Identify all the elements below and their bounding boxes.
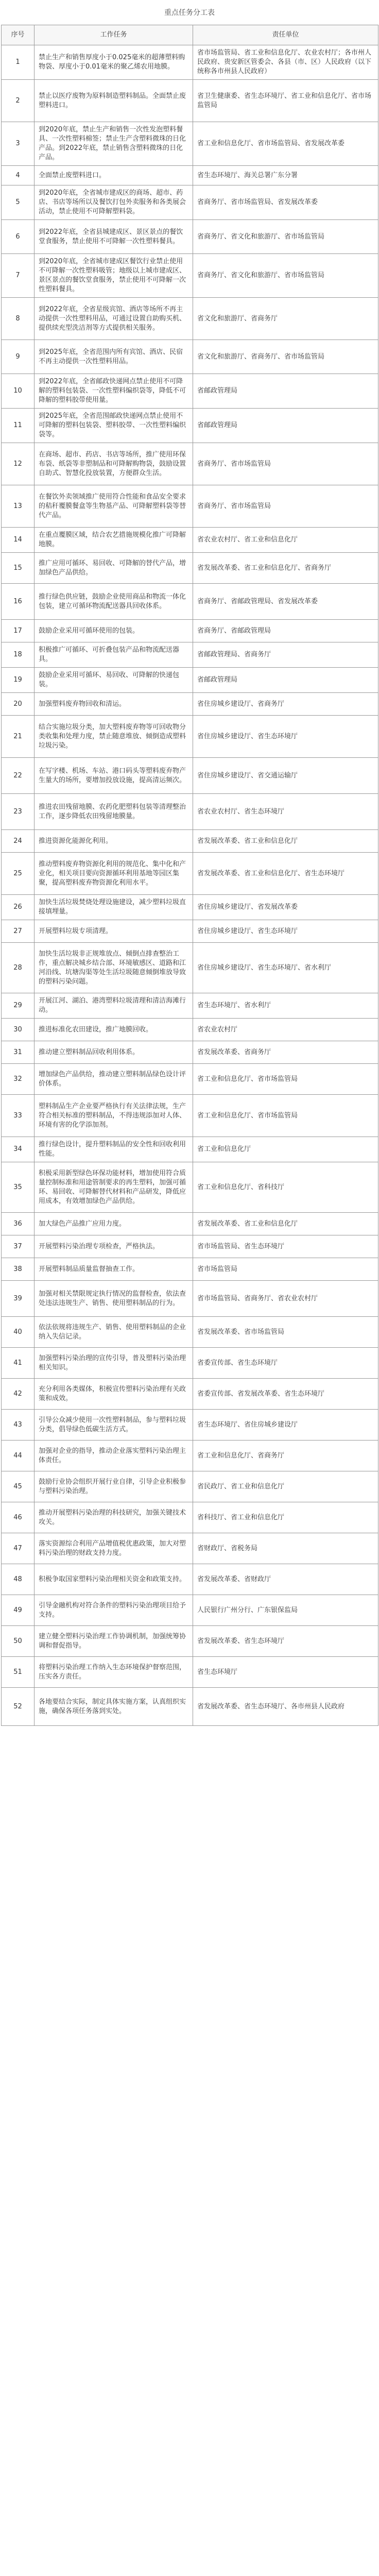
row-dept: 省工业和信息化厅、省市场监管局	[193, 1064, 378, 1095]
row-number: 27	[2, 920, 35, 943]
row-dept: 省住房城乡建设厅、省生态环境厅	[193, 920, 378, 943]
row-dept: 省商务厅、省邮政管理局	[193, 620, 378, 642]
row-dept: 省工业和信息化厅、省科技厅	[193, 1162, 378, 1213]
row-dept: 省商务厅、省文化和旅游厅、省市场监管局	[193, 220, 378, 254]
row-task: 推进农田残留地膜、农药化肥塑料包装等清理整治工作，逐步降低农田残留地膜量。	[35, 794, 193, 830]
row-task: 推进标准化农田建设，推广地膜回收。	[35, 1019, 193, 1041]
row-dept: 省发展改革委、省生态环境厅、各市州县人民政府	[193, 1688, 378, 1726]
row-dept: 省工业和信息化厅	[193, 1137, 378, 1162]
row-task: 推动开展塑料污染治理的科技研究，加强关键技术攻关。	[35, 1502, 193, 1533]
row-number: 32	[2, 1064, 35, 1095]
row-task: 积极推广可循环、可折叠包装产品和物流配送器具。	[35, 642, 193, 668]
row-dept: 省发展改革委、省工业和信息化厅、省商务厅	[193, 553, 378, 584]
row-task: 开展江河、湖泊、港湾塑料垃圾清理和清洁海滩行动。	[35, 993, 193, 1019]
row-number: 42	[2, 1379, 35, 1410]
table-row	[2, 1258, 378, 1281]
row-dept: 省商务厅、省市场监管局、省发展改革委	[193, 185, 378, 220]
table-row	[2, 943, 378, 993]
row-task: 到2022年底，全省星级宾馆、酒店等场所不再主动提供一次性塑料用品，可通过设置自助购买机、提供续充型洗洁剂等方式提供相关服务。	[35, 298, 193, 340]
row-dept: 省委宣传部、省生态环境厅	[193, 1348, 378, 1379]
row-task: 依法依规将违规生产、销售、使用塑料制品的企业纳入失信记录。	[35, 1317, 193, 1348]
table-row	[2, 443, 378, 485]
row-task: 加强对企业的指导，推动企业落实塑料污染治理主体责任。	[35, 1440, 193, 1471]
row-task: 鼓励行业协会组织开展行业自律，引导企业积极参与塑料污染治理。	[35, 1471, 193, 1502]
table-row	[2, 340, 378, 374]
row-task: 到2025年底，全省范围内所有宾馆、酒店、民宿不再主动提供一次性塑料用品。	[35, 340, 193, 374]
row-task: 将塑料污染治理工作纳入生态环境保护督察范围，压实各方责任。	[35, 1657, 193, 1688]
row-dept: 省商务厅、省市场监管局	[193, 443, 378, 485]
row-number: 47	[2, 1533, 35, 1564]
row-task: 加快生活垃圾非正规堆放点、倾倒点排查整治工作，重点解决城乡结合部、环境敏感区、道路和江河沿线、坑塘沟渠等处生活垃圾随意倾倒堆放导致的塑料污染问题。	[35, 943, 193, 993]
row-number: 50	[2, 1626, 35, 1657]
row-task: 鼓励企业采用可循环、易回收、可降解的快递包装。	[35, 668, 193, 693]
table-row	[2, 553, 378, 584]
table-row	[2, 716, 378, 758]
table-row	[2, 620, 378, 642]
row-dept: 省住房城乡建设厅、省生态环境厅	[193, 716, 378, 758]
row-number: 19	[2, 668, 35, 693]
row-dept: 省文化和旅游厅、省商务厅	[193, 298, 378, 340]
table-row	[2, 528, 378, 553]
row-task: 到2020年底，全省城市建成区的商场、超市、药店、书店等场所以及餐饮打包外卖服务和各类展会活动，禁止使用不可降解塑料袋。	[35, 185, 193, 220]
row-task: 充分利用各类媒体，积极宣传塑料污染治理有关政策和成效。	[35, 1379, 193, 1410]
table-row	[2, 374, 378, 409]
row-dept: 省农业农村厅、省工业和信息化厅	[193, 528, 378, 553]
row-task: 开展塑料污染治理专项检查，严格执法。	[35, 1235, 193, 1258]
row-number: 52	[2, 1688, 35, 1726]
table-row	[2, 668, 378, 693]
table-row	[2, 642, 378, 668]
row-number: 28	[2, 943, 35, 993]
table-row	[2, 1564, 378, 1595]
row-dept: 省商务厅、省邮政管理局、省发展改革委	[193, 584, 378, 620]
row-number: 2	[2, 80, 35, 122]
table-header	[2, 25, 378, 45]
table-row	[2, 1095, 378, 1137]
row-dept: 省工业和信息化厅、省商务厅	[193, 1440, 378, 1471]
table-row	[2, 1064, 378, 1095]
table-row	[2, 1626, 378, 1657]
row-dept: 省市场监管局、省商务厅、省农业农村厅	[193, 1281, 378, 1317]
table-row	[2, 1213, 378, 1235]
row-number: 24	[2, 830, 35, 853]
row-number: 37	[2, 1235, 35, 1258]
row-task: 塑料制品生产企业要严格执行有关法律法规，生产符合相关标准的塑料制品，不得违规添加对人体、环境有害的化学添加剂。	[35, 1095, 193, 1137]
row-task: 引导金融机构对符合条件的塑料污染治理项目给予支持。	[35, 1595, 193, 1626]
row-dept: 省科技厅、省工业和信息化厅	[193, 1502, 378, 1533]
table-row	[2, 80, 378, 122]
table-row	[2, 220, 378, 254]
row-number: 26	[2, 895, 35, 920]
row-task: 禁止生产和销售厚度小于0.025毫米的超薄塑料购物袋、厚度小于0.01毫米的聚乙烯农用地膜。	[35, 45, 193, 80]
row-task: 各地要结合实际，制定具体实施方案，认真组织实施，确保各项任务落到实处。	[35, 1688, 193, 1726]
table-row	[2, 1471, 378, 1502]
row-task: 引导公众减少使用一次性塑料制品，参与塑料垃圾分类，倡导绿色低碳生活方式。	[35, 1410, 193, 1440]
row-task: 推行绿色设计，提升塑料制品的安全性和回收利用性能。	[35, 1137, 193, 1162]
table-row	[2, 794, 378, 830]
row-dept: 省邮政管理局	[193, 409, 378, 443]
row-dept: 省卫生健康委、省生态环境厅、省工业和信息化厅、省市场监管局	[193, 80, 378, 122]
row-number: 18	[2, 642, 35, 668]
header-task: 工作任务	[35, 25, 193, 45]
row-task: 建立健全塑料污染治理工作协调机制，加强统筹协调和督促指导。	[35, 1626, 193, 1657]
table-row	[2, 758, 378, 794]
table-row	[2, 298, 378, 340]
row-dept: 省住房城乡建设厅、省交通运输厅	[193, 758, 378, 794]
row-task: 加强对相关禁限规定执行情况的监督检查，依法查处违法违规生产、销售、使用塑料制品的行为。	[35, 1281, 193, 1317]
table-row	[2, 993, 378, 1019]
row-task: 积极采用新型绿色环保功能材料，增加使用符合质量控制标准和用途管制要求的再生塑料，加强可循环、易回收、可降解替代材料和产品研发，降低应用成本，有效增加绿色产品供给。	[35, 1162, 193, 1213]
row-task: 在重点覆膜区域，结合农艺措施规模化推广可降解地膜。	[35, 528, 193, 553]
table-row	[2, 1041, 378, 1064]
table-row	[2, 584, 378, 620]
row-number: 17	[2, 620, 35, 642]
row-number: 43	[2, 1410, 35, 1440]
row-task: 到2025年底，全省范围邮政快递网点禁止使用不可降解的塑料包装袋、塑料胶带、一次性塑料编织袋等。	[35, 409, 193, 443]
row-dept: 省财政厅、省税务局	[193, 1533, 378, 1564]
table-row	[2, 1317, 378, 1348]
row-number: 33	[2, 1095, 35, 1137]
row-dept: 省发展改革委、省工业和信息化厅	[193, 1213, 378, 1235]
row-number: 12	[2, 443, 35, 485]
row-number: 30	[2, 1019, 35, 1041]
row-task: 推动塑料废弃物资源化利用的规范化、集中化和产业化，相关项目要向资源循环利用基地等园区集聚，提高塑料废弃物资源化利用水平。	[35, 853, 193, 895]
row-dept: 省生态环境厅、省住房城乡建设厅	[193, 1410, 378, 1440]
row-task: 加强塑料废弃物回收和清运。	[35, 693, 193, 716]
row-dept: 省市场监管局、省工业和信息化厅、农业农村厅；各市州人民政府、贵安新区管委会、各县（市、区）人民政府（以下统称各市州县人民政府）	[193, 45, 378, 80]
table-row	[2, 45, 378, 80]
row-number: 45	[2, 1471, 35, 1502]
row-dept: 省工业和信息化厅、省市场监管局	[193, 1095, 378, 1137]
table-row	[2, 409, 378, 443]
row-number: 29	[2, 993, 35, 1019]
row-number: 41	[2, 1348, 35, 1379]
table-header-row	[2, 25, 378, 45]
row-task: 开展塑料垃圾专项清理。	[35, 920, 193, 943]
row-number: 11	[2, 409, 35, 443]
row-dept: 省发展改革委、省商务厅	[193, 1041, 378, 1064]
row-task: 到2022年底，全省邮政快递网点禁止使用不可降解的塑料包装袋、一次性塑料编织袋等，降低不可降解的塑料胶带使用量。	[35, 374, 193, 409]
row-number: 8	[2, 298, 35, 340]
table-row	[2, 122, 378, 166]
row-dept: 省发展改革委、省生态环境厅	[193, 1626, 378, 1657]
row-task: 推动建立塑料制品回收利用体系。	[35, 1041, 193, 1064]
row-number: 3	[2, 122, 35, 166]
row-number: 14	[2, 528, 35, 553]
table-row	[2, 1348, 378, 1379]
header-number: 序号	[2, 25, 35, 45]
row-number: 7	[2, 254, 35, 298]
row-dept: 省商务厅、省文化和旅游厅、省市场监管局	[193, 254, 378, 298]
row-number: 25	[2, 853, 35, 895]
table-row	[2, 1019, 378, 1041]
row-dept: 省生态环境厅	[193, 1657, 378, 1688]
row-dept: 省农业农村厅、省生态环境厅	[193, 794, 378, 830]
row-number: 9	[2, 340, 35, 374]
table-row	[2, 166, 378, 185]
row-number: 38	[2, 1258, 35, 1281]
row-number: 6	[2, 220, 35, 254]
table-row	[2, 1379, 378, 1410]
row-dept: 省农业农村厅	[193, 1019, 378, 1041]
table-row	[2, 920, 378, 943]
row-number: 15	[2, 553, 35, 584]
row-task: 全面禁止废塑料进口。	[35, 166, 193, 185]
row-dept: 省发展改革委、省工业和信息化厅、省生态环境厅	[193, 853, 378, 895]
table-body	[2, 45, 378, 1726]
document-title: 重点任务分工表	[164, 9, 215, 17]
table-row	[2, 185, 378, 220]
row-task: 积极争取国家塑料污染治理相关资金和政策支持。	[35, 1564, 193, 1595]
row-dept: 省邮政管理局、省商务厅	[193, 642, 378, 668]
table-row	[2, 830, 378, 853]
row-dept: 省生态环境厅、省水利厅	[193, 993, 378, 1019]
row-dept: 省市场监管局	[193, 1258, 378, 1281]
row-number: 46	[2, 1502, 35, 1533]
row-number: 51	[2, 1657, 35, 1688]
row-task: 加快生活垃圾焚烧处理设施建设，减少塑料垃圾直接填埋量。	[35, 895, 193, 920]
table-row	[2, 1657, 378, 1688]
row-number: 49	[2, 1595, 35, 1626]
table-row	[2, 895, 378, 920]
row-dept: 省邮政管理局	[193, 668, 378, 693]
row-dept: 省生态环境厅、海关总署广东分署	[193, 166, 378, 185]
row-dept: 省住房城乡建设厅、省发展改革委	[193, 895, 378, 920]
row-task: 到2022年底，全省县城建成区、景区景点的餐饮堂食服务，禁止使用不可降解一次性塑料餐具。	[35, 220, 193, 254]
row-number: 34	[2, 1137, 35, 1162]
row-task: 推广应用可循环、易回收、可降解的替代产品，增加绿色产品供给。	[35, 553, 193, 584]
row-dept: 省民政厅、省工业和信息化厅	[193, 1471, 378, 1502]
task-table	[1, 25, 378, 1726]
row-task: 推行绿色供应链，鼓励企业使用商品和物流一体化包装，建立可循环物流配送器具回收体系。	[35, 584, 193, 620]
row-task: 推进资源化能源化利用。	[35, 830, 193, 853]
row-task: 增加绿色产品供给，推动建立塑料制品绿色设计评价体系。	[35, 1064, 193, 1095]
table-row	[2, 254, 378, 298]
row-number: 48	[2, 1564, 35, 1595]
row-task: 在商场、超市、药店、书店等场所，推广使用环保布袋、纸袋等非塑制品和可降解购物袋，鼓励设置自助式、智慧化投放装置，方便群众生活。	[35, 443, 193, 485]
row-number: 44	[2, 1440, 35, 1471]
row-number: 5	[2, 185, 35, 220]
table-row	[2, 853, 378, 895]
table-row	[2, 1502, 378, 1533]
table-row	[2, 1281, 378, 1317]
row-task: 禁止以医疗废物为原料制造塑料制品。全面禁止废塑料进口。	[35, 80, 193, 122]
row-task: 开展塑料制品质量监督抽查工作。	[35, 1258, 193, 1281]
row-task: 到2020年底，全省城市建成区餐饮行业禁止使用不可降解一次性塑料吸管；地级以上城市建成区、景区景点的餐饮堂食服务，禁止使用不可降解一次性塑料餐具。	[35, 254, 193, 298]
row-number: 1	[2, 45, 35, 80]
row-task: 加大绿色产品推广应用力度。	[35, 1213, 193, 1235]
table-row	[2, 1440, 378, 1471]
row-task: 在餐饮外卖领域推广使用符合性能和食品安全要求的秸秆覆膜餐盒等生物基产品、可降解塑料袋等替代产品。	[35, 485, 193, 528]
table-row	[2, 1533, 378, 1564]
row-dept: 省住房城乡建设厅、省生态环境厅、省水利厅	[193, 943, 378, 993]
row-dept: 省委宣传部、省发展改革委、省生态环境厅	[193, 1379, 378, 1410]
row-number: 36	[2, 1213, 35, 1235]
row-number: 20	[2, 693, 35, 716]
row-dept: 省文化和旅游厅、省商务厅、省市场监管局	[193, 340, 378, 374]
row-task: 到2020年底，禁止生产和销售一次性发泡塑料餐具、一次性塑料棉签；禁止生产含塑料微珠的日化产品。到2022年底，禁止销售含塑料微珠的日化产品。	[35, 122, 193, 166]
table-row	[2, 693, 378, 716]
row-task: 落实资源综合利用产品增值税优惠政策，加大对塑料污染治理的财政支持力度。	[35, 1533, 193, 1564]
row-dept: 人民银行广州分行、广东银保监局	[193, 1595, 378, 1626]
row-number: 13	[2, 485, 35, 528]
row-task: 结合实施垃圾分类，加大塑料废弃物等可回收物分类收集和处理力度，禁止随意堆放、倾倒造成塑料垃圾污染。	[35, 716, 193, 758]
row-number: 4	[2, 166, 35, 185]
row-number: 23	[2, 794, 35, 830]
table-row	[2, 1137, 378, 1162]
table-row	[2, 1235, 378, 1258]
row-number: 40	[2, 1317, 35, 1348]
row-dept: 省住房城乡建设厅、省商务厅	[193, 693, 378, 716]
row-number: 22	[2, 758, 35, 794]
table-row	[2, 485, 378, 528]
row-dept: 省邮政管理局	[193, 374, 378, 409]
row-dept: 省发展改革委、省工业和信息化厅	[193, 830, 378, 853]
row-number: 10	[2, 374, 35, 409]
row-task: 在写字楼、机场、车站、港口码头等塑料废弃物产生量大的场所，要增加投放设施，提高清运频次。	[35, 758, 193, 794]
table-row	[2, 1410, 378, 1440]
row-dept: 省工业和信息化厅、省市场监管局、省发展改革委	[193, 122, 378, 166]
row-dept: 省市场监管局、省生态环境厅	[193, 1235, 378, 1258]
header-dept: 责任单位	[193, 25, 378, 45]
row-number: 21	[2, 716, 35, 758]
row-dept: 省发展改革委、省市场监管局	[193, 1317, 378, 1348]
row-dept: 省发展改革委、省财政厅	[193, 1564, 378, 1595]
row-number: 31	[2, 1041, 35, 1064]
row-number: 35	[2, 1162, 35, 1213]
table-row	[2, 1162, 378, 1213]
table-row	[2, 1688, 378, 1726]
table-row	[2, 1595, 378, 1626]
row-task: 鼓励企业采用可循环使用的包装。	[35, 620, 193, 642]
row-number: 39	[2, 1281, 35, 1317]
row-dept: 省商务厅、省市场监管局	[193, 485, 378, 528]
row-number: 16	[2, 584, 35, 620]
row-task: 加强塑料污染治理的宣传引导，普及塑料污染治理相关知识。	[35, 1348, 193, 1379]
